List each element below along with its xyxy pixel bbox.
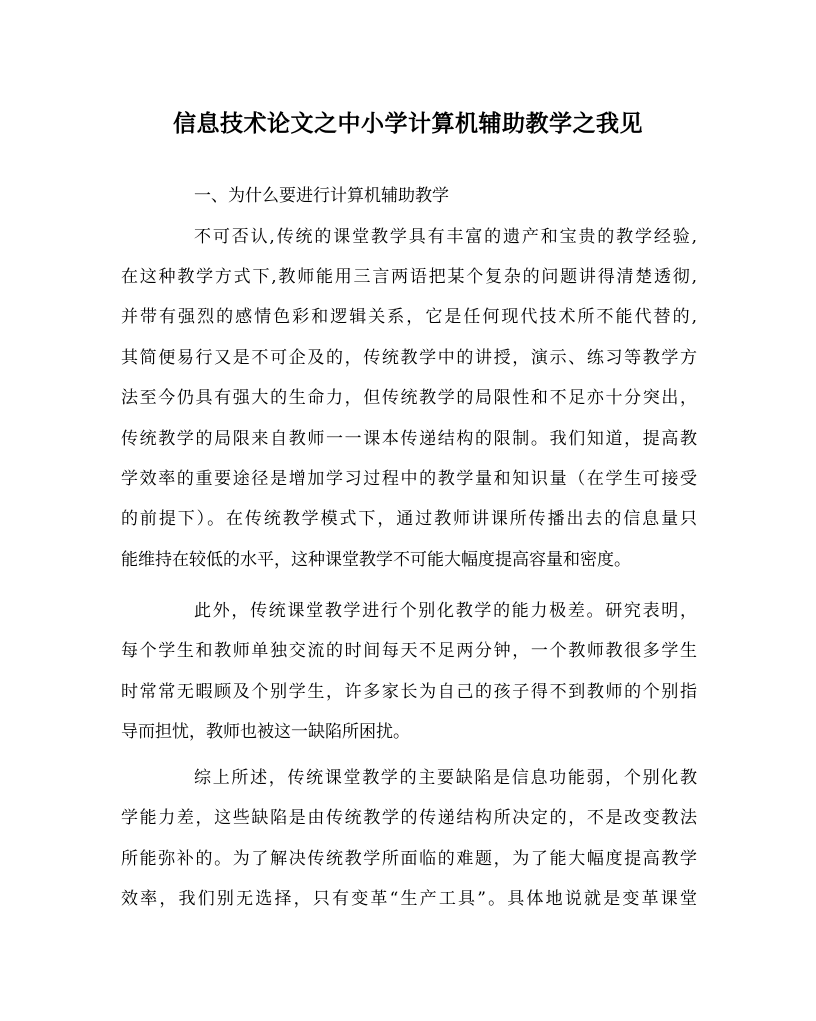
paragraph-line: 能维持在较低的水平，这种课堂教学不可能大幅度提高容量和密度。 [121, 550, 631, 570]
paragraph-line: 在这种教学方式下,教师能用三言两语把某个复杂的问题讲得清楚透彻, [121, 267, 697, 287]
paragraph-line: 学能力差，这些缺陷是由传统教学的传递结构所决定的，不是改变教法 [121, 808, 697, 828]
section-heading: 一、为什么要进行计算机辅助教学 [194, 186, 449, 206]
paragraph-line: 效率，我们别无选择，只有变革“生产工具”。具体地说就是变革课堂 [121, 889, 697, 909]
paragraph-line: 法至今仍具有强大的生命力，但传统教学的局限性和不足亦十分突出， [121, 388, 697, 408]
paragraph-line: 传统教学的局限来自教师一一课本传递结构的限制。我们知道，提高教 [121, 429, 697, 449]
paragraph-line: 导而担忧，教师也被这一缺陷所困扰。 [121, 722, 410, 742]
document-title: 信息技术论文之中小学计算机辅助教学之我见 [173, 110, 643, 137]
paragraph-line: 学效率的重要途径是增加学习过程中的教学量和知识量（在学生可接受 [121, 469, 697, 489]
paragraph-line: 每个学生和教师单独交流的时间每天不足两分钟，一个教师教很多学生 [121, 641, 697, 661]
paragraph-line: 不可否认,传统的课堂教学具有丰富的遗产和宝贵的教学经验, [194, 227, 697, 247]
paragraph-line: 此外，传统课堂教学进行个别化教学的能力极差。研究表明， [194, 601, 697, 621]
paragraph-line: 其简便易行又是不可企及的，传统教学中的讲授，演示、练习等教学方 [121, 348, 697, 368]
paragraph-line: 并带有强烈的感情色彩和逻辑关系，它是任何现代技术所不能代替的, [121, 307, 697, 327]
paragraph-line: 综上所述，传统课堂教学的主要缺陷是信息功能弱，个别化教 [194, 768, 697, 788]
paragraph-line: 时常常无暇顾及个别学生，许多家长为自己的孩子得不到教师的个别指 [121, 682, 697, 702]
paragraph-line: 的前提下）。在传统教学模式下，通过教师讲课所传播出去的信息量只 [121, 509, 697, 529]
paragraph-line: 所能弥补的。为了解决传统教学所面临的难题，为了能大幅度提高教学 [121, 849, 697, 869]
